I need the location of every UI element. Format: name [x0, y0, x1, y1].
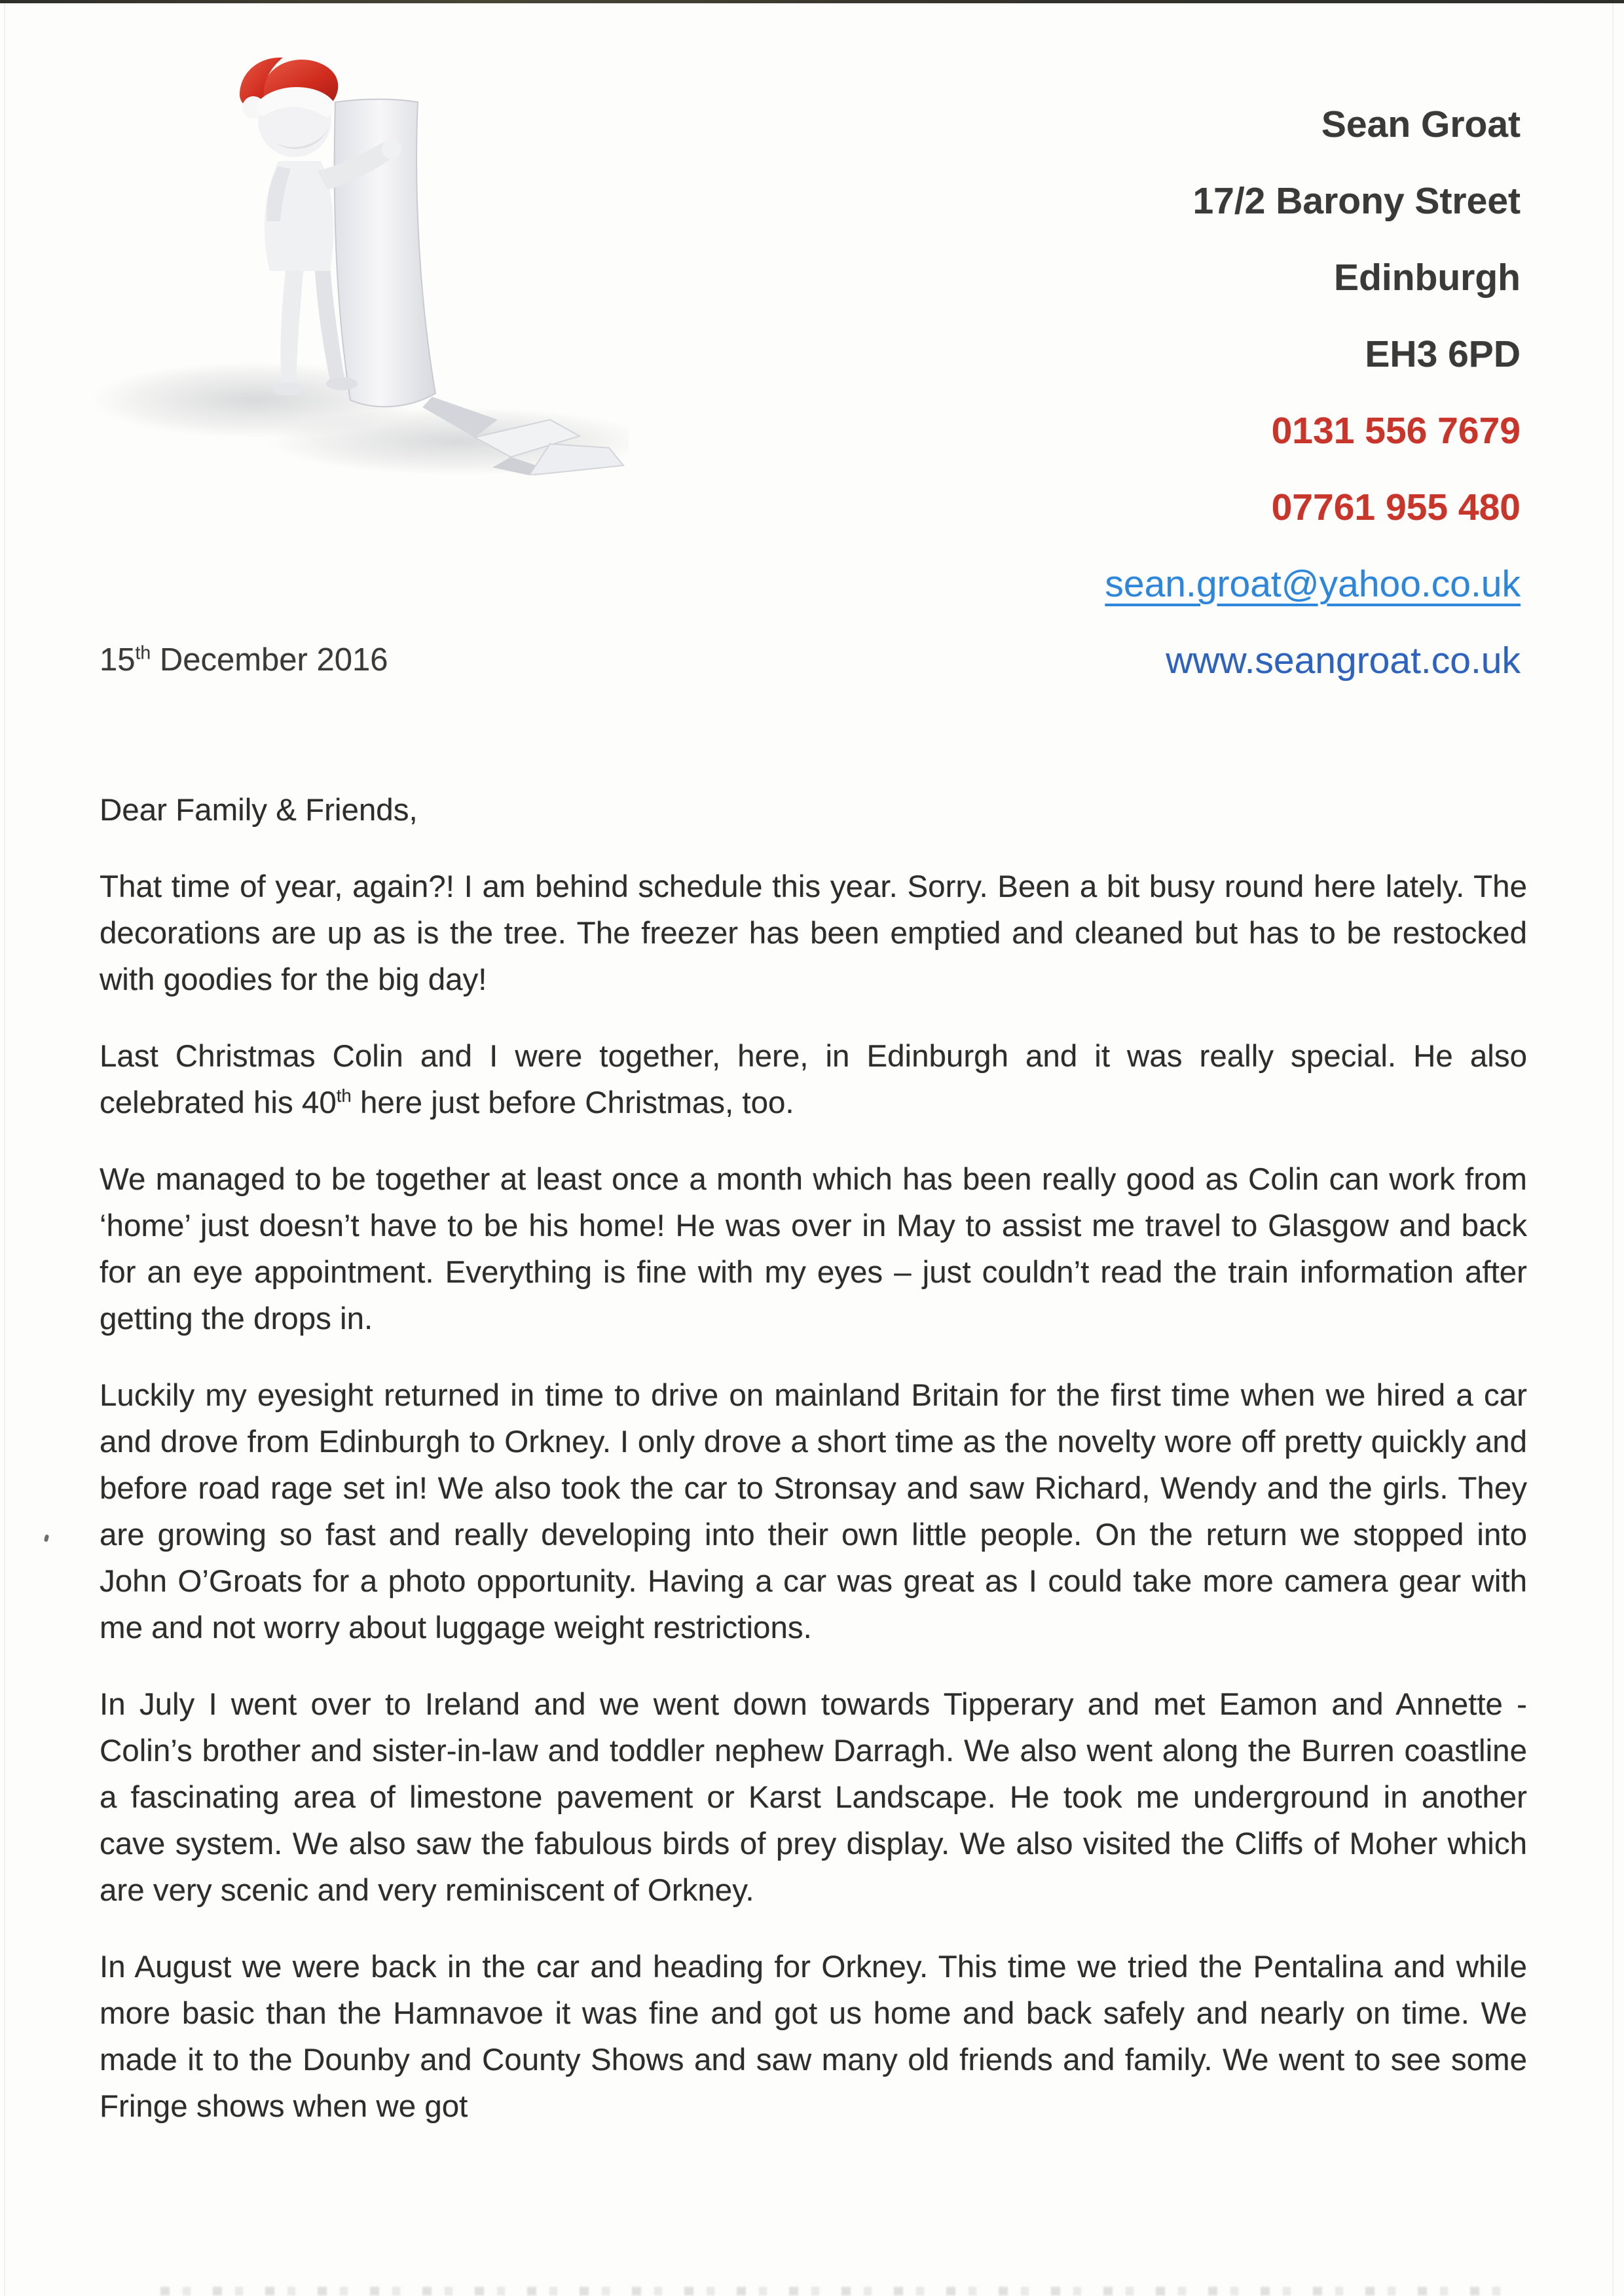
contact-phone-landline: 0131 556 7679	[1271, 410, 1521, 452]
paragraph-3: We managed to be together at least once a month which has been really good as Colin can work from ‘home’ just doesn’t have to be his home! He was over in May to assist me travel to Glasgow and back for an eye appointment. Everything is fine with my eyes – just couldn’t read the train information after getting the drops in.	[100, 1162, 1527, 1336]
paragraph-4: Luckily my eyesight returned in time to drive on mainland Britain for the first time when we hired a car and drove from Edinburgh to Orkney. I only drove a short time as the novelty wore off pretty quickly and before road rage set in! We also took the car to Stronsay and saw Richard, Wendy and the girls. They are growing so fast and really developing into their own little people. On the return we stopped into John O’Groats for a photo opportunity. Having a car was great as I could take more camera gear with me and not worry about luggage weight restrictions.	[100, 1378, 1527, 1645]
date-rest: December 2016	[151, 642, 388, 678]
paragraph-2	[100, 1033, 1527, 1126]
contact-phone-mobile: 07761 955 480	[1271, 486, 1521, 528]
date-day: 15	[100, 642, 136, 678]
paragraph-1: That time of year, again?! I am behind schedule this year. Sorry. Been a bit busy round here lately. The decorations are up as is the tree. The freezer has been emptied and cleaned but has to be restocked with goodies for the big day!	[100, 869, 1527, 997]
letter-date	[100, 642, 388, 678]
contact-address-line2: Edinburgh	[1334, 257, 1521, 299]
salutation: Dear Family & Friends,	[100, 793, 418, 828]
santa-figure-svg	[92, 43, 629, 475]
paragraph-2-text: Last Christmas Colin and I were together, here, in Edinburgh and it was really special. He also celebrated his 40	[100, 1039, 1527, 1120]
scan-left-edge-artifact	[4, 3, 5, 2296]
cut-off-text-line-artifact	[160, 2287, 1506, 2295]
scan-top-edge-artifact	[0, 0, 1624, 3]
paragraph-5: In July I went over to Ireland and we went down towards Tipperary and met Eamon and Annette - Colin’s brother and sister-in-law and toddler nephew Darragh. We also went along the Burren coastline a fascinating area of limestone pavement or Karst Landscape. He took me underground in another cave system. We also saw the fabulous birds of prey display. We also visited the Cliffs of Moher which are very scenic and very reminiscent of Orkney.	[100, 1687, 1527, 1908]
contact-block	[1105, 103, 1521, 719]
scan-right-edge-artifact	[1612, 3, 1614, 2296]
contact-name: Sean Groat	[1321, 103, 1521, 145]
contact-address-line1: 17/2 Barony Street	[1192, 180, 1521, 222]
date-ordinal-suffix: th	[135, 642, 151, 664]
email-link[interactable]: sean.groat@yahoo.co.uk	[1105, 563, 1521, 605]
paragraph-6: In August we were back in the car and heading for Orkney. This time we tried the Pentalina and while more basic than the Hamnavoe it was fine and got us home and back safely and nearly on time. We made it to the Dounby and County Shows and saw many old friends and family. We went to see some Fringe shows when we got	[100, 1950, 1527, 2124]
paragraph-2-text-end: here just before Christmas, too.	[351, 1085, 794, 1120]
paragraph-2-superscript: th	[336, 1085, 352, 1106]
contact-postcode: EH3 6PD	[1365, 333, 1521, 375]
website-link[interactable]: www.seangroat.co.uk	[1166, 640, 1521, 682]
ink-speck-artifact	[44, 1534, 49, 1542]
santa-figure-illustration	[92, 43, 629, 475]
letter-body	[100, 787, 1527, 2160]
